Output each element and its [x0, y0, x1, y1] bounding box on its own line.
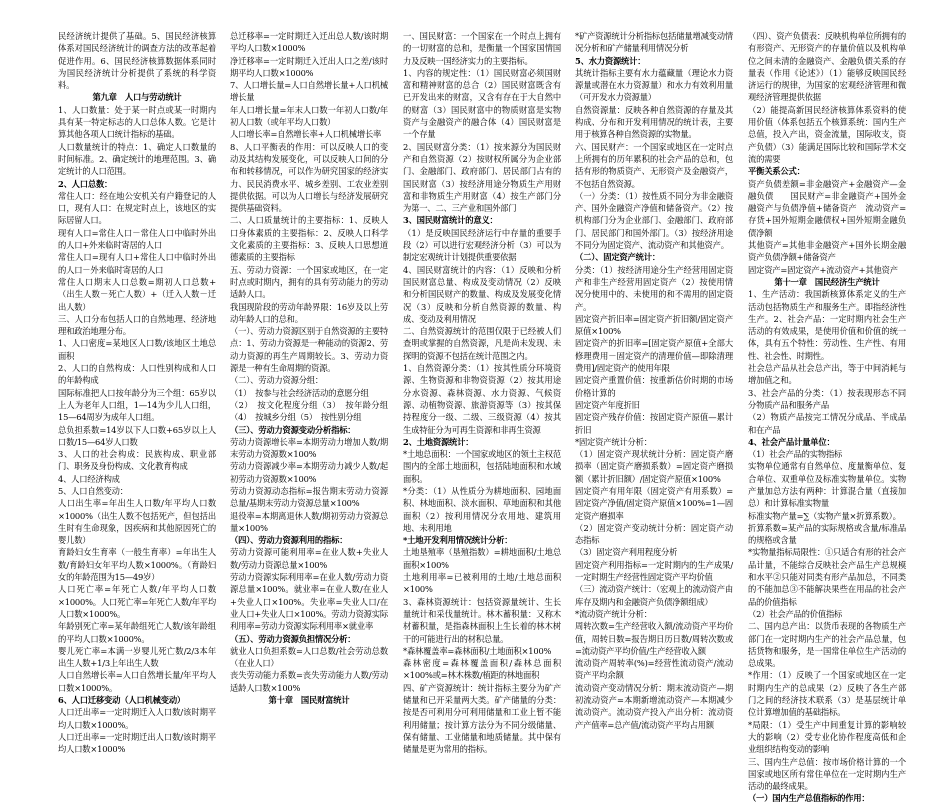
- paragraph: （3）固定资产利用程度分析: [575, 547, 678, 558]
- paragraph: （四）、劳动力资源利用的指标：: [230, 535, 348, 546]
- paragraph: 人口数量统计的特点：1、确定人口数量的时间标准。2、确定统计的地理范围。3、确定统计的人口范围。: [58, 141, 216, 177]
- paragraph: 固定资产重置价值：按重新估价时期的市场价格计算的: [575, 375, 733, 398]
- paragraph: 净迁移率=一定时期迁入迁出人口之差/该时期平均人口数×1000%: [230, 55, 388, 78]
- paragraph: 流动资产周转率(%)=经营性流动资产/流动资产平均余额: [575, 658, 733, 681]
- paragraph: （1） 按参与社会经济活动的意愿分组: [230, 387, 369, 398]
- paragraph: 1、自然资源分类：（1）按其性质分环境资源、生物资源和非物资资源（2）按其用途分水资源、森林资源、水力资源、气候资源、动植物资源、旅游资源等（3）按其保持程度分一级、二级、三级资源（4）按其生成特征分为可再生资源和非再生资源: [403, 363, 561, 435]
- paragraph: 4、社会产品计量单位：: [748, 436, 835, 447]
- paragraph: 常住人口：经在地公安机关有户籍登记的人口，现有人口：在规定时点上，该地区的实际居留人口。: [58, 190, 216, 226]
- paragraph: 分类：（1）按经济用途分生产经营用固定资产和非生产经营用固定资产（2）按使用情况分使用中的、未使用的和不需用的固定资产。: [575, 264, 733, 312]
- chapter-heading: 第九章 人口与劳动统计: [92, 92, 182, 103]
- paragraph: 其统计指标主要有水力蕴藏量（理论水力资源量或潜在水力资源量）和水力有效利用量（可开发水力资源量）: [575, 67, 733, 103]
- paragraph: （一）分类：（1）按性质不同分为非金融资产、国外金融资产净值和储备资产。（2）按机构部门分为企业部门、金融部门、政府部门、居民部门和国外部门。（3）按经济用途不同分为固定资产、流动资产和其他资产。: [575, 190, 733, 251]
- paragraph: 五、劳动力资源：一个国家或地区，在一定时点或时期内，拥有的具有劳动能力的劳动适龄人口。: [230, 264, 388, 300]
- paragraph: 6、人口迁移变动（人口机械变动）: [58, 695, 186, 706]
- paragraph: 二、自然资源统计的范围仅限于已经被人们查明或掌握的自然资源，凡是尚未发现、未探明的资源不包括在统计范围之内。: [403, 326, 561, 361]
- paragraph: 2、人口总数：: [58, 178, 113, 189]
- paragraph: 1、人口密度=某地区人口数/该地区土地总面积: [58, 338, 216, 361]
- paragraph: （2） 按文化程度分组（3） 按年龄分组（4） 按城乡分组（5） 按性别分组: [230, 399, 388, 423]
- paragraph: *局限：（1）受生产中间重复计算的影响较大的影响（2）受专业化协作程度高低和企业组织结构变动的影响: [748, 719, 906, 755]
- paragraph: *土地总面积：一个国家或地区的领土主权范围内的全部土地面积，包括陆地面积和水域面积。: [403, 449, 561, 484]
- paragraph: 土地利用率=已被利用的土地/土地总面积×100%: [403, 572, 561, 595]
- paragraph: 人口自然增长率=人口自然增长量/年平均人口数×1000%。: [58, 670, 216, 693]
- paragraph: 丧失劳动能力系数=丧失劳动能力人数/劳动适龄人口数×100%: [230, 670, 388, 693]
- paragraph: 四、矿产资源统计：统计指标主要分为矿产储量和已开采量两大类。矿产储量的分类：按是否可利用分可利用储量和工业上暂不能利用储量；按计算方法分为不同分级储量、保有储量、工业储量和地质储量。其中保有储量是更为常用的指标。: [403, 682, 561, 755]
- paragraph: 4、国民财富统计的内容：（1）反映和分析国民财富总量、构成及变动情况（2）反映和分析国民财产的数量、构成及发展变化情况（3）反映和分析自然资源的数量、构成、变动及利用情况: [403, 264, 561, 324]
- paragraph: 1、内容的规定性：（1）国民财富必须国财富和精神财富的总合（2）国民财富既含有已开发出来的财富，又含有存在于大自然中的财富（3）国民财富中的物质财富是实物资产与金融资产的融合体（4）国民财富是一个存量: [403, 67, 561, 140]
- paragraph: 平衡关系公式：: [748, 166, 805, 177]
- paragraph: 2、人口的自然构成：人口性别构成和人口的年龄构成: [58, 363, 216, 386]
- paragraph: 8、人口平衡表的作用：可以反映人口的变动及其结构发展变化，可以反映人口间的分布和转移情况，可以作为研究国家的经济实力、民民消费水平、城乡差别、工农业差别提供依据。可以为人口增长与经济发展研究提供基础资料。: [230, 141, 388, 214]
- paragraph: 常住人口期末人口总数=期初人口总数+（出生人数－死亡人数）+（迁入人数－迁出人数）: [58, 276, 216, 312]
- paragraph: 实物单位通常有自然单位、度量衡单位、复合单位、双重单位及标准实物量单位。实物产量加总方法有两种：计算混合量（直接加总）和计算标准实物量: [748, 461, 906, 509]
- paragraph: （一）、劳动力资源区别于自然资源的主要特点：1、劳动力资源是一种能动的资源2、劳动力资源的再生产周期较长。3、劳动力资源是一种有生命周期的资源。: [230, 326, 388, 374]
- paragraph: 7、人口增长量=人口自然增长量+人口机械增长量: [230, 80, 388, 103]
- paragraph: 5、人口自然变动：: [58, 485, 128, 496]
- paragraph: *作用：（1）反映了一个国家或地区在一定时期内生产的总成果（2）反映了各生产部门之间的经济技术联系（3）是基层统计单位计算增加值的基础指标。: [748, 670, 906, 718]
- paragraph: 二、国内总产出：以货币表现的各物质生产部门在一定时期内生产的社会产品总量，包括货物和服务，是一国常住单位生产活动的总成果。: [748, 621, 906, 669]
- paragraph: 固定资产年度折旧: [575, 399, 640, 410]
- paragraph: 固定资产的折旧率=[固定资产原值+全部大修理费用－固定资产的清理价值—即除清理费用]/固定资产的使用年限: [575, 338, 733, 374]
- paragraph: 人口出生率=年出生人口数/年平均人口数×1000%（出生人数不包括死产，但包括出生时有生命现象，因疾病和其他原因死亡的婴儿数）: [58, 498, 216, 546]
- text-column-1: [58, 30, 216, 755]
- paragraph: 5、水力资源统计：: [575, 55, 646, 66]
- paragraph: 劳动力资源动态指标=报告期末劳动力资源总量/基期末劳动力资源总量×100%: [230, 485, 388, 509]
- paragraph: （1）社会产品的实物指标: [748, 449, 843, 460]
- paragraph: 总负担系数=14岁以下人口数+65岁以上人口数/15—64岁人口数: [58, 424, 216, 447]
- paragraph: 固定资产=固定资产+流动资产+其他资产: [748, 264, 898, 275]
- paragraph: *土地开发利用情况统计分析：: [403, 535, 513, 546]
- paragraph: 三、人口分布包括人口的自然地理、经济地理和政治地理分布。: [58, 313, 216, 337]
- paragraph: 3、社会产品的分类：（1）按表现形态不同分物质产品和服务产品: [748, 387, 906, 410]
- paragraph: （2）固定资产变动统计分析：固定资产动态指标: [575, 522, 733, 546]
- paragraph: （2）社会产品的价值指标: [748, 608, 843, 619]
- paragraph: 标准实物产量=∑（实物产量×折算系数）。: [748, 510, 901, 521]
- paragraph: 固定资产有用年限（固定资产有用系数）=固定资产净值/固定资产原值×100%=1—固定资产磨损率: [575, 485, 733, 521]
- paragraph: 二、人口质量统计的主要指标：1、反映人口身体素质的主要指标：2、反映人口科学文化素质的主要指标：3、反映人口思想道德素质的主要指标: [230, 215, 388, 263]
- paragraph: 六、国民财产：一个国家或地区在一定时点上所拥有的历年累积的社会产品的总和，包括有形的物质资产、无形资产及金融资产，不包括自然资源。: [575, 141, 733, 189]
- paragraph: 土地垦殖率（垦殖指数）=耕地面积/土地总面积×100%: [403, 547, 561, 570]
- paragraph: 周转次数=生产经营收入额/流动资产平均价值，周转日数=报告期日历日数/周转次数或=流动资产平均价值/生产经营收入额: [575, 621, 733, 656]
- paragraph: 3、人口的社会构成：民族构成、职业部门、职务及身份构成、文化教育构成: [58, 449, 216, 472]
- paragraph: 3、国民财富统计的意义：: [403, 215, 498, 226]
- text-column-2: [230, 30, 388, 706]
- paragraph: 劳动力资源减少率=本期劳动力减少人数/起初劳动力资源数×100%: [230, 461, 388, 484]
- paragraph: 1、人口数量：处于某一时点或某一时期内具有某一特定标志的人口总体人数。它是计算其他各项人口统计指标的基础。: [58, 104, 216, 140]
- paragraph: （2）物质产品按完工情况分成品、半成品和在产品: [748, 412, 906, 435]
- paragraph: 劳动力资源可能利用率=在业人数+失业人数/劳动力资源总量×100%: [230, 547, 388, 570]
- text-column-5: [748, 30, 906, 804]
- paragraph: 折算系数=某产品的实际规格或含量/标准品的规格或含量: [748, 522, 906, 546]
- paragraph: 育龄妇女生育率（一般生育率）=年出生人数/育龄妇女年平均人数×1000%。（育龄妇女的年龄范围为15—49岁）: [58, 547, 216, 583]
- paragraph: *森林覆盖率=森林面积/土地面积×100%: [403, 645, 552, 656]
- paragraph: 退役率=本期离退休人数/期初劳动力资源总量×100%: [230, 510, 388, 533]
- paragraph: *矿产资源统计分析指标包括储量增减变动情况分析和矿产储量利用情况分析: [575, 31, 733, 54]
- paragraph: 资产负债差额=非金融资产+金融资产—金融负债 国民财产=非金融资产+国外金融资产与负债净值+储备资产 流动资产=存货+国外短期金融债权+国外短期金融负债净额: [748, 178, 906, 238]
- paragraph: 2、土地资源统计：: [403, 436, 474, 447]
- paragraph: 3、森林资源统计：包括资源量统计、生长量统计和采伐量统计。林木蓄积量：又称木材蓄积量，是指森林面积上生长着的林木树干的可能进行出的材积总量。: [403, 596, 561, 644]
- paragraph: 固定资产折旧率=固定资产折旧额/固定资产原值×100%: [575, 313, 733, 337]
- paragraph: 森林密度=森林覆盖面积/森林总面积×100%或=林木株数/植距的林地面积: [403, 658, 561, 681]
- paragraph: 固定资产利用指标=一定时期内的生产成果/一定时期生产经营性固定资产平均价值: [575, 559, 733, 583]
- paragraph: 4、人口经济构成: [58, 473, 120, 484]
- paragraph: 固定资产残存价值：按固定资产原值—累计折旧: [575, 412, 733, 435]
- chapter-heading: 第十章 国民财富统计: [268, 695, 350, 706]
- paragraph: （2）能提高新国民经济核算体系资料的使用价值（体系包括五个核算系统：国内生产总值，投入产出，资金流量，国际收支，资产负债）（3）能满足国际比较和国际学术交流的需要: [748, 104, 906, 164]
- paragraph: 2、国民财富分类：（1）按来源分为国民财产和自然资源（2）按财权所属分为企业部门、金融部门、政府部门、居民部门占有的国民财富（3）按经济用途分物质生产用财富和非物质生产用财富（4）按生产部门分为第一、二、三产业和国外部门: [403, 141, 561, 214]
- paragraph: 自然资源量：反映各种自然资源的存量及其构成、分布和开发利用情况的统计表，主要用于核算各种自然资源的实物量。: [575, 104, 733, 140]
- paragraph: 婴儿死亡率=本满一岁婴儿死亡数/2/3本年出生人数+1/3上年出生人数: [58, 645, 216, 669]
- paragraph: 人口迁出率=一定时期迁出人口数/该时期平均人口数×1000%: [58, 731, 216, 755]
- paragraph: （二）、劳动力资源分组：: [230, 375, 324, 386]
- paragraph: 人口迁出率=一定时期迁入人口数/该时期平均人口数×1000%。: [58, 707, 216, 730]
- paragraph: 劳动力资源增长率=本期劳动力增加人数/期末劳动力资源数×100%: [230, 436, 388, 460]
- paragraph: （一）国内生产总值指标的作用：: [748, 793, 870, 804]
- paragraph: （四）、资产负债表：反映机构单位所拥有的有形资产、无形资产的存量价值以及机构单位之间未清的金融资产、金融负债关系的存量表（作用《论述》）（1）能够反映国民经济运行的规律，为国家的宏观经济管理和微观经济管理提供依据: [748, 31, 906, 103]
- chapter-heading: 第十一章 国民经济生产统计: [774, 276, 880, 287]
- paragraph: （五）、劳动力资源负担情况分析：: [230, 633, 356, 644]
- paragraph: *实物量指标局限性：①只适合有形的社会产品计量，不能综合反映社会产品生产总规模和水平②只能对同类有形产品加总，不同类的不能加总③不能解决果些在用品的社会产品的价值指标: [748, 547, 906, 607]
- paragraph: 人口死亡率=年死亡人数/年平均人口数×1000%。人口死亡率=年死亡人数/年平均人口数×1000%。: [58, 584, 216, 619]
- text-column-4: [575, 30, 733, 730]
- paragraph: 人口增长率=自然增长率+人口机械增长率: [230, 129, 382, 140]
- paragraph: *流动资产统计分析：: [575, 608, 652, 619]
- paragraph: （1）是反映国民经济运行中存量的重要手段（2）可以进行宏观经济分析（3）可以为制定宏观统计计划提供重要依据: [403, 227, 561, 263]
- paragraph: 年人口增长量=年末人口数一年初人口数/年初人口数（或年平均人口数）: [230, 104, 388, 128]
- paragraph: 三、国内生产总值：按市场价格计算的一个国家或地区所有常住单位在一定时期内生产活动的最终成果。: [748, 756, 906, 792]
- paragraph: *固定资产统计分析：: [575, 436, 652, 447]
- paragraph: 常住人口=现有人口+常住人口中临时外出的人口－外来临时寄居的人口: [58, 252, 216, 275]
- paragraph: （1）固定资产现状统计分析：固定资产磨损率（固定资产磨损系数）=固定资产磨损额（累计折旧额）/固定资产原值×100%: [575, 449, 733, 484]
- paragraph: 1、生产活动：我国新核算体系定义的生产活动包括物质生产和服务生产。即指经济性生产。2、社会产品：一定时期内社会生产活动的有效成果，是使用价值和价值的统一体，具有五个特性：劳动性、生产性、有用性、社会性、时期性。: [748, 289, 906, 361]
- paragraph: 总迁移率=一定时期迁入迁出总人数/该时期平均人口数×1000%: [230, 31, 388, 54]
- paragraph: 流动资产变动情况分析：期末流动资产—期初流动资产=本期新增流动资产—本期减少流动资产。流动资产投入产出分析：流动资产产值率=总产值/流动资产平均占用额: [575, 682, 733, 730]
- paragraph: 劳动力资源实际利用率=在业人数/劳动力资源总量×100%。就业率=在业人数/在业人+失业人口×100%。失业率=失业人口/在业人口+失业人口×100%。劳动力资源实际利用率=劳动力资源实际利用率×就业率: [230, 572, 388, 632]
- paragraph: *分类：（1）从性质分为耕地面积、园地面积、林地面积、淡水面积、草地面积和其他面积（2）按利用情况分农用地、建筑用地、未利用地: [403, 485, 561, 533]
- paragraph: 就业人口负担系数=人口总数/社会劳动总数（在业人口）: [230, 645, 388, 669]
- paragraph: 年龄别死亡率=某年龄组死亡人数/该年龄组的平均人口数×1000%。: [58, 621, 216, 644]
- paragraph: （三）、劳动力资源变动分析指标：: [230, 424, 356, 435]
- paragraph: 现有人口=常住人口－常住人口中临时外出的人口+外来临时寄居的人口: [58, 227, 216, 251]
- paragraph: （三）流动资产统计：（宏观上的流动资产由库存及期内和金融资产负债净额组成）: [575, 584, 733, 607]
- paragraph: 一、国民财富：一个国家在一个时点上拥有的一切财富的总和，是衡量一个国家国情国力及反映一国经济实力的主要指标。: [403, 31, 561, 66]
- paragraph: 我国现阶段的劳动年龄界限：16岁及以上劳动年龄人口的总和。: [230, 301, 388, 324]
- paragraph: 国际标准把人口按年龄分为三个组：65岁以上人为老年人口组，1—14为少儿人口组，15—64周岁为成年人口组。: [58, 387, 216, 423]
- paragraph: 社会总产品从社会总产出，等于中间消耗与增加值之和。: [748, 363, 906, 386]
- paragraph: 其他资产=其他非金融资产+国外长期金融资产负债净额+储备资产: [748, 240, 906, 263]
- paragraph: 民经济统计提供了基础。5、国民经济核算体系对国民经济统计的调查方法的改革起着促进作用。6、国民经济核算数据体系同时为国民经济统计分析提供了系统的科学资料。: [58, 31, 216, 91]
- text-column-3: [403, 30, 561, 755]
- paragraph: （二）、固定资产统计：: [575, 252, 660, 263]
